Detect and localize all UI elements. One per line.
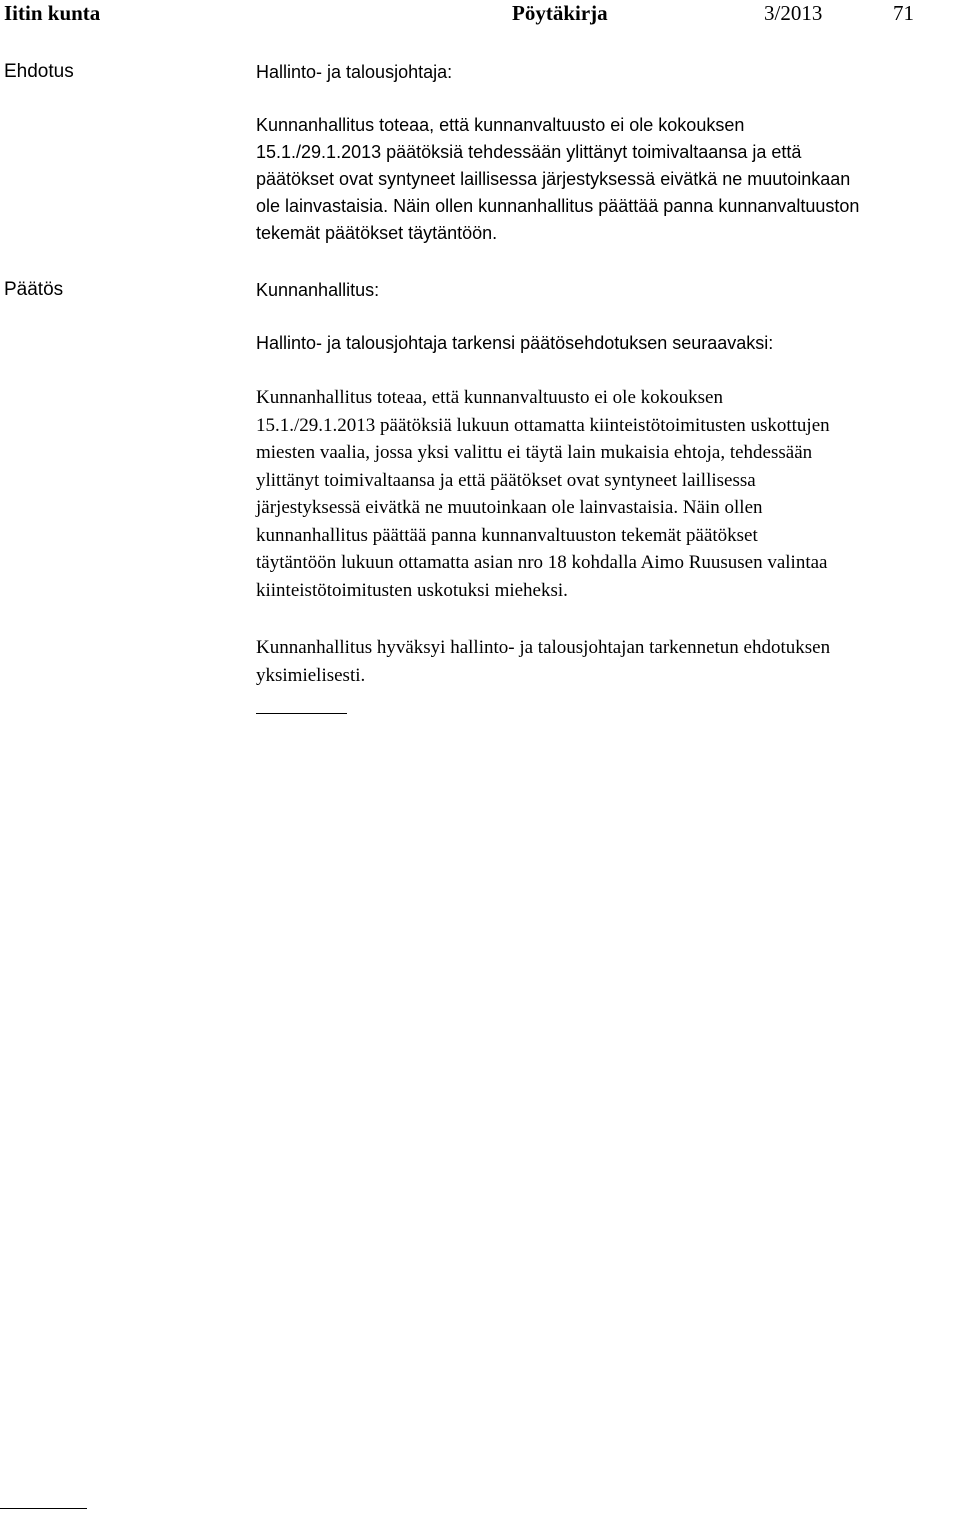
decision-line: kunnanhallitus päättää panna kunnanvaltuuston tekemät päätökset	[256, 524, 758, 546]
decision-line: kiinteistötoimitusten uskotuksi mieheksi.	[256, 579, 568, 601]
municipality-name: Iitin kunta	[4, 1, 101, 25]
proposal-line: tekemät päätökset täytäntöön.	[256, 223, 498, 243]
proposal-line: 15.1./29.1.2013 päätöksiä tehdessään ylittänyt toimivaltaansa ja että	[256, 142, 802, 162]
decision-text	[256, 384, 960, 604]
decision-line: Kunnanhallitus toteaa, että kunnanvaltuusto ei ole kokouksen	[256, 387, 723, 408]
decision-line: ylittänyt toimivaltaansa ja että päätökset ovat syntyneet laillisessa	[256, 469, 756, 491]
decision-intro	[256, 330, 960, 357]
decision-final-text	[256, 634, 960, 689]
issue-number: 3/2013	[764, 1, 823, 25]
decision-heading-text: Kunnanhallitus:	[256, 280, 380, 300]
proposal-heading-text: Hallinto- ja talousjohtaja:	[256, 62, 453, 82]
proposal-line: päätökset ovat syntyneet laillisessa järjestyksessä eivätkä ne muutoinkaan	[256, 169, 851, 189]
decision-line: järjestyksessä eivätkä ne muutoinkaan ole lainvastaisia. Näin ollen	[256, 497, 763, 518]
decision-line: täytäntöön lukuun ottamatta asian nro 18 kohdalla Aimo Ruususen valintaa	[256, 552, 828, 573]
page-header	[0, 0, 960, 26]
section-end-rule	[256, 713, 347, 714]
footer-rule	[0, 1508, 87, 1509]
proposal-line: Kunnanhallitus toteaa, että kunnanvaltuusto ei ole kokouksen	[256, 115, 745, 135]
decision-final-line: Kunnanhallitus hyväksyi hallinto- ja talousjohtajan tarkennetun ehdotuksen	[256, 637, 831, 658]
decision-line: miesten vaalia, jossa yksi valittu ei täytä lain mukaisia ehtoja, tehdessään	[256, 442, 813, 463]
page-number: 71	[893, 1, 914, 25]
decision-section-label: Päätös	[4, 279, 64, 300]
decision-line: 15.1./29.1.2013 päätöksiä lukuun ottamatta kiinteistötoimitusten uskottujen	[256, 414, 830, 436]
proposal-line: ole lainvastaisia. Näin ollen kunnanhallitus päättää panna kunnanvaltuuston	[256, 196, 860, 216]
decision-final-line: yksimielisesti.	[256, 664, 366, 686]
proposal-text	[256, 112, 960, 247]
document-type: Pöytäkirja	[512, 1, 608, 25]
decision-intro-text: Hallinto- ja talousjohtaja tarkensi päätösehdotuksen seuraavaksi:	[256, 333, 774, 353]
proposal-heading	[256, 59, 960, 86]
proposal-section-label: Ehdotus	[4, 61, 74, 82]
decision-heading	[256, 277, 960, 304]
